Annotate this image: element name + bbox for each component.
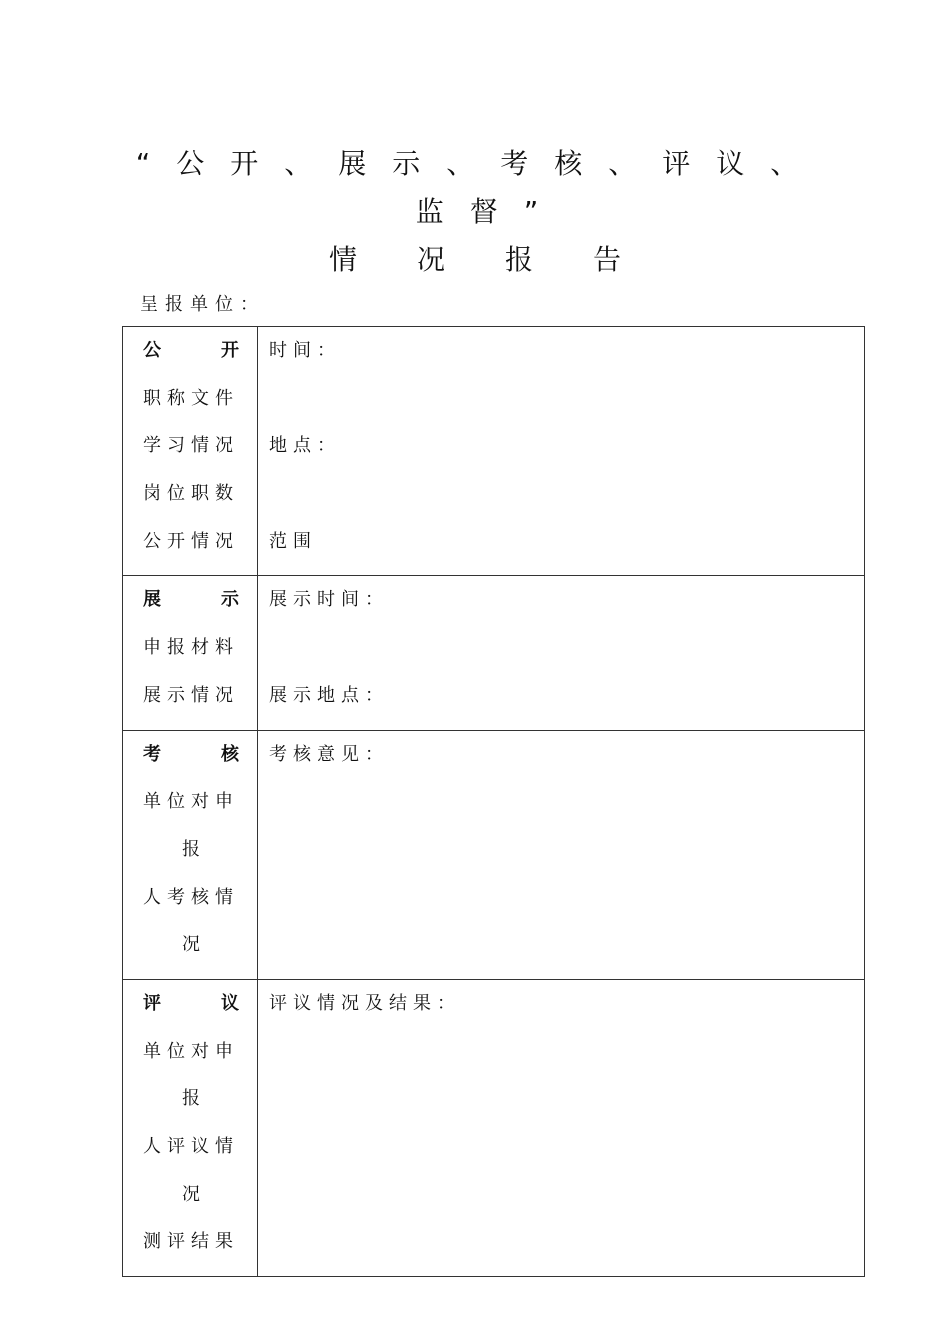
section-label-cell (123, 979, 258, 1276)
section-content-cell[interactable] (258, 979, 865, 1276)
section-heading (143, 741, 239, 789)
section-row-review (123, 979, 865, 1276)
report-title-line-1: “公开、展示、考核、评议、 (135, 147, 825, 180)
section-label-line: 展示情况 (143, 684, 239, 706)
section-heading-right: 议 (221, 992, 239, 1014)
section-content-cell[interactable] (258, 327, 865, 576)
section-heading (143, 337, 239, 385)
blank-line (269, 634, 864, 682)
section-heading-left: 公 (143, 340, 161, 361)
section-label-line: 人评议情 (143, 1136, 239, 1157)
section-label-line: 报 (182, 838, 200, 860)
section-label-line: 公开情况 (143, 530, 239, 552)
display-location-field-label: 展示地点： (269, 684, 389, 706)
section-label-cell (123, 576, 258, 730)
scope-field-label: 范围 (269, 530, 317, 552)
section-heading (143, 990, 239, 1038)
section-row-display (123, 576, 865, 730)
report-table (122, 326, 865, 1277)
section-row-disclosure (123, 327, 865, 576)
display-time-field-label: 展示时间： (269, 589, 389, 611)
section-content-cell[interactable] (258, 730, 865, 979)
report-title-line-2: 监督” (415, 195, 565, 228)
section-heading-left: 考 (143, 743, 161, 765)
section-label-line: 报 (182, 1088, 200, 1110)
section-heading-right: 示 (221, 589, 239, 611)
assessment-opinion-label: 考核意见： (269, 743, 389, 765)
section-label-line: 学习情况 (143, 435, 239, 457)
section-heading-left: 展 (143, 589, 161, 611)
review-result-label: 评议情况及结果： (269, 992, 461, 1014)
section-label-line: 单位对申 (143, 1040, 239, 1062)
section-heading-right: 核 (221, 743, 239, 765)
section-label-line: 测评结果 (143, 1231, 239, 1253)
section-label-line: 况 (182, 1183, 200, 1205)
section-label-line: 申报材料 (143, 637, 239, 659)
section-label-line: 况 (182, 934, 200, 956)
section-row-assessment (123, 730, 865, 979)
section-heading (143, 586, 239, 634)
blank-line (269, 480, 864, 528)
section-label-line: 岗位职数 (143, 483, 239, 505)
section-content-cell[interactable] (258, 576, 865, 730)
section-label-line: 单位对申 (143, 791, 239, 813)
report-title-line-3: 情况报告 (328, 243, 681, 276)
location-field-label: 地点： (269, 435, 341, 457)
time-field-label: 时间： (269, 340, 341, 361)
section-heading-left: 评 (143, 992, 161, 1014)
section-label-line: 人考核情 (143, 886, 239, 908)
section-label-line: 职称文件 (143, 387, 239, 409)
blank-line (269, 385, 864, 433)
section-heading-right: 开 (221, 340, 239, 361)
section-label-cell (123, 730, 258, 979)
submitting-unit-label: 呈报单位： (140, 294, 265, 315)
section-label-cell (123, 327, 258, 576)
